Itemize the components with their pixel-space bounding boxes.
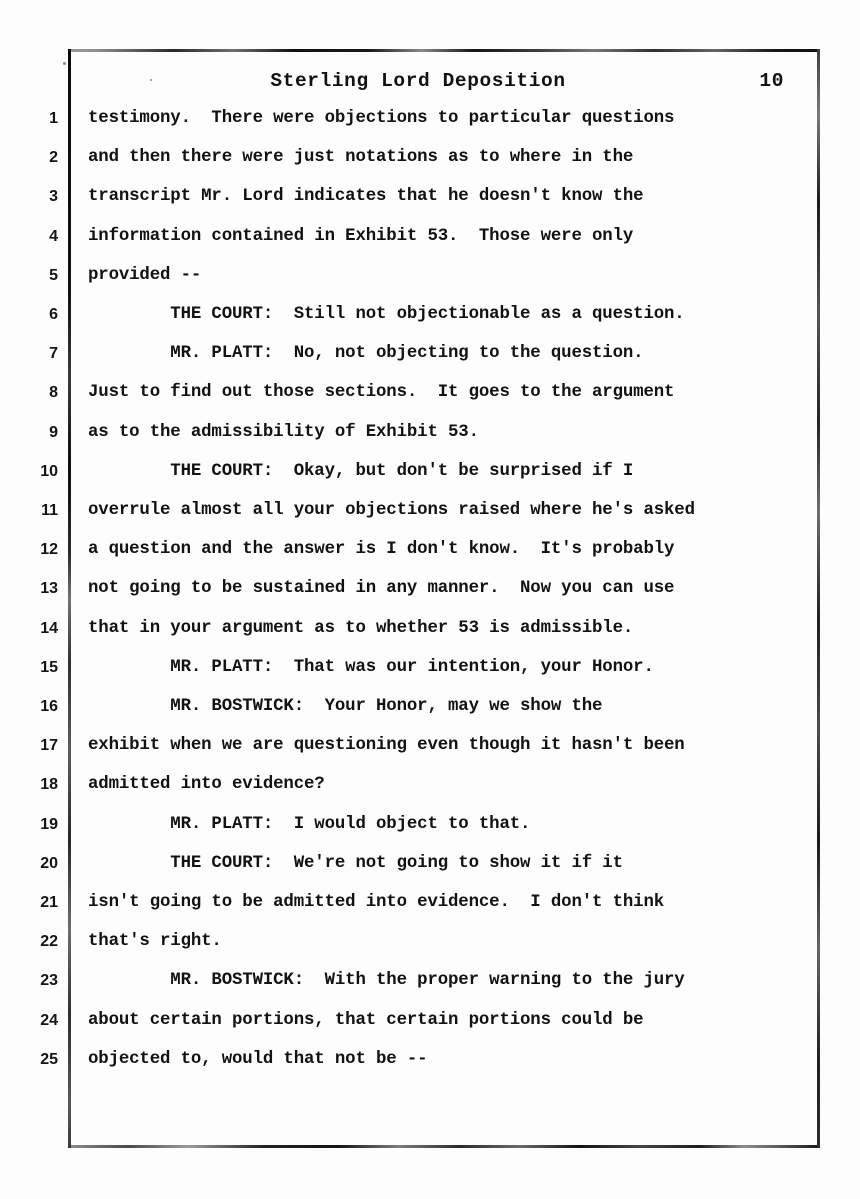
transcript-line: MR. PLATT: No, not objecting to the question. — [88, 344, 644, 364]
transcript-line: isn't going to be admitted into evidence. I don't think — [88, 893, 665, 912]
transcript-line: information contained in Exhibit 53. Those were only — [88, 226, 634, 246]
transcript-line: MR. PLATT: That was our intention, your Honor. — [88, 657, 654, 677]
line-number: 7 — [49, 345, 58, 363]
scan-speck — [63, 62, 66, 65]
line-number: 6 — [49, 306, 58, 323]
document-header — [68, 70, 820, 100]
transcript-line: admitted into evidence? — [88, 775, 325, 795]
page-number: 10 — [759, 70, 784, 92]
transcript-line: not going to be sustained in any manner. Now you can use — [88, 579, 675, 599]
line-number: 10 — [40, 462, 58, 480]
frame-top-rule — [68, 49, 820, 52]
line-number: 2 — [49, 149, 58, 167]
transcript-line: as to the admissibility of Exhibit 53. — [88, 422, 479, 442]
line-number: 5 — [49, 266, 58, 284]
line-number: 20 — [40, 854, 58, 872]
line-number: 24 — [40, 1011, 58, 1029]
line-number: 4 — [49, 227, 58, 245]
transcript-line: transcript Mr. Lord indicates that he doesn't know the — [88, 187, 644, 207]
frame-left-rule — [68, 49, 71, 1148]
line-number: 22 — [40, 933, 58, 951]
frame-right-rule — [817, 49, 820, 1148]
transcript-line: THE COURT: We're not going to show it if it — [88, 853, 623, 873]
line-number: 16 — [40, 698, 58, 715]
line-number: 1 — [49, 110, 58, 127]
transcript-line: exhibit when we are questioning even though it hasn't been — [88, 736, 685, 756]
transcript-line: and then there were just notations as to where in the — [88, 148, 634, 168]
transcript-line: testimony. There were objections to particular questions — [88, 109, 675, 128]
transcript-line: MR. BOSTWICK: Your Honor, may we show the — [88, 697, 603, 716]
line-number: 13 — [40, 580, 58, 598]
line-number: 9 — [49, 423, 58, 441]
line-number: 17 — [40, 737, 58, 755]
line-number: 12 — [40, 541, 58, 559]
transcript-line: THE COURT: Okay, but don't be surprised if I — [88, 461, 634, 481]
frame-bottom-rule — [68, 1145, 820, 1148]
transcript-line: that in your argument as to whether 53 is admissible. — [88, 618, 634, 638]
line-number: 14 — [40, 619, 58, 637]
transcript-line: objected to, would that not be -- — [88, 1049, 428, 1069]
line-number: 23 — [40, 972, 58, 990]
page-title: Sterling Lord Deposition — [270, 70, 566, 92]
transcript-line: provided -- — [88, 265, 202, 285]
transcript-line: about certain portions, that certain portions could be — [88, 1010, 644, 1030]
transcript-line: a question and the answer is I don't know. It's probably — [88, 540, 675, 560]
transcript-line: Just to find out those sections. It goes to the argument — [88, 383, 675, 403]
line-number: 8 — [49, 384, 58, 402]
line-number: 25 — [40, 1050, 58, 1068]
line-number: 11 — [41, 502, 58, 519]
transcript-line: MR. BOSTWICK: With the proper warning to the jury — [88, 971, 685, 991]
line-number: 15 — [40, 658, 58, 676]
line-number: 19 — [40, 815, 58, 833]
line-number: 18 — [40, 776, 58, 794]
line-number: 21 — [40, 894, 58, 911]
transcript-line: THE COURT: Still not objectionable as a question. — [88, 305, 685, 324]
transcript-line: MR. PLATT: I would object to that. — [88, 814, 531, 834]
transcript-line: that's right. — [88, 932, 222, 952]
line-number: 3 — [49, 188, 58, 206]
transcript-line: overrule almost all your objections raised where he's asked — [88, 501, 695, 520]
